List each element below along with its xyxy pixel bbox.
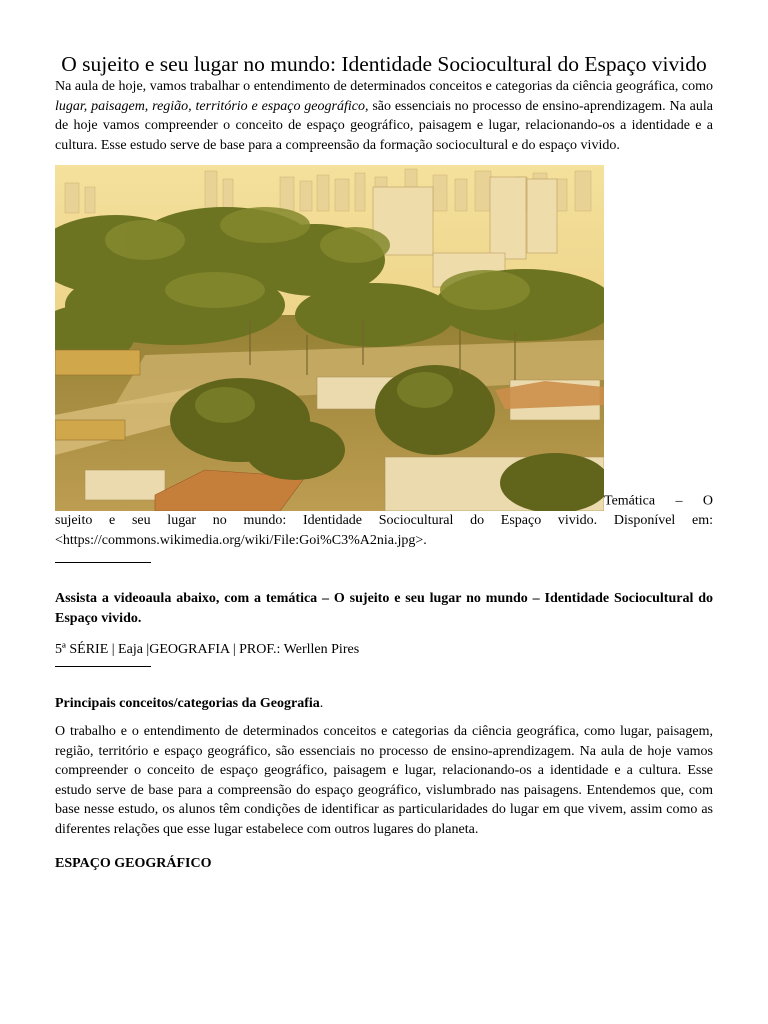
intro-text-1: Na aula de hoje, vamos trabalhar o entendimento de determinados conceitos e categorias da ciência geográfica, como bbox=[55, 79, 713, 94]
concepts-heading-line bbox=[55, 694, 713, 714]
city-photo bbox=[55, 165, 604, 511]
intro-paragraph bbox=[55, 77, 713, 155]
concepts-paragraph: O trabalho e o entendimento de determinados conceitos e categorias da ciência geográfica, como lugar, paisagem, região, território e espaço geográfico, são essenciais no processo de ensino-aprendizagem. Na aula de hoje vamos compreender o conceito de espaço geográfico, paisagem e lugar, relacionando-os a identidade e a cultura. Esse estudo serve de base para a compreensão do espaço geográfico, vislumbrado nas paisagens. Entendemos que, com base nesse estudo, os alunos têm condições de identificar as particularidades do lugar em que vivem, assim como as diferentes relações que esse lugar estabelece com outros lugares do planeta. bbox=[55, 724, 713, 837]
photo-caption-start: Temática – O bbox=[604, 493, 713, 509]
intro-text-2: , são essenciais no processo de ensino-aprendizagem. Na aula de hoje vamos compreender o conceito de espaço geográfico, paisagem e lugar, relacionando-os a identidade e a cultura. Esse estudo serve de base para a compreensão da formação sociocultural e do espaço vivido. bbox=[55, 98, 713, 153]
divider bbox=[55, 562, 151, 563]
page-title: O sujeito e seu lugar no mundo: Identidade Sociocultural do Espaço vivido bbox=[61, 52, 707, 76]
concepts-heading-suffix: . bbox=[319, 695, 324, 711]
concepts-heading: Principais conceitos/categorias da Geografia bbox=[55, 695, 320, 711]
divider bbox=[55, 666, 151, 667]
section-heading: ESPAÇO GEOGRÁFICO bbox=[55, 856, 212, 871]
video-meta: 5ª SÉRIE | Eaja |GEOGRAFIA | PROF.: Werllen Pires bbox=[55, 642, 360, 657]
intro-italic-terms: lugar, paisagem, região, território e espaço geográfico bbox=[55, 98, 365, 114]
video-heading: Assista a videoaula abaixo, com a temática – O sujeito e seu lugar no mundo – Identidade Sociocultural do Espaço vivido. bbox=[55, 591, 713, 626]
figure bbox=[55, 165, 713, 550]
photo-caption-rest: sujeito e seu lugar no mundo: Identidade Sociocultural do Espaço vivido. Disponível em: <https://commons.wikimedia.org/wiki/File:Goi%C3%A2nia.jpg>. bbox=[55, 513, 713, 548]
document-page bbox=[55, 0, 713, 874]
